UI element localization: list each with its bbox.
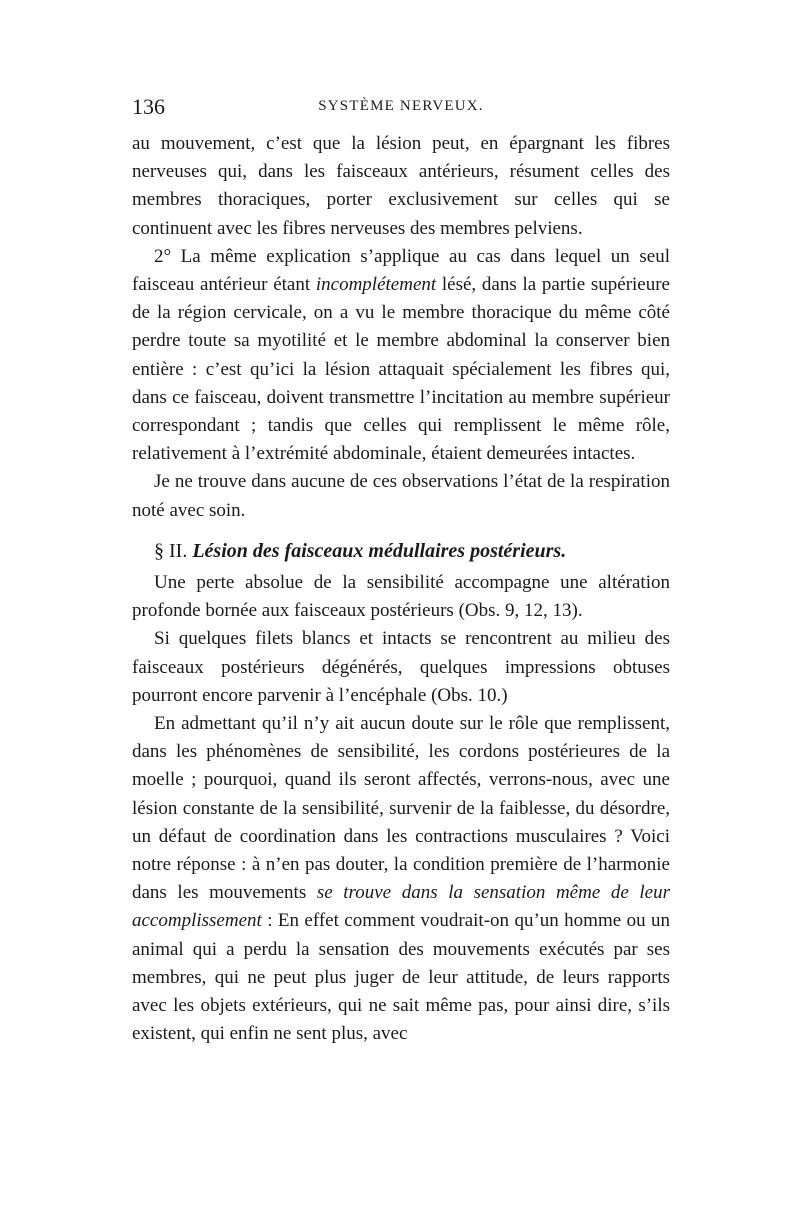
running-head: SYSTÈME NERVEUX. bbox=[318, 98, 484, 114]
text-run: Une perte absolue de la sensibilité accompagne une altération profonde bornée aux faisceaux postérieurs (Obs. 9, 12, 13). bbox=[132, 572, 670, 622]
body-text bbox=[132, 130, 670, 1049]
page-header bbox=[132, 94, 670, 124]
section-heading bbox=[132, 537, 670, 565]
page-number: 136 bbox=[132, 94, 165, 119]
text-run: Je ne trouve dans aucune de ces observations l’état de la respiration noté avec soin. bbox=[132, 471, 670, 521]
italic-text-run: incomplétement bbox=[315, 274, 437, 296]
paragraph bbox=[132, 468, 670, 524]
text-run: Si quelques filets blancs et intacts se rencontrent au milieu des faisceaux postérieurs dégénérés, quelques impressions obtuses pourront encore parvenir à l’encéphale (Obs. 10.) bbox=[132, 628, 670, 706]
paragraph bbox=[132, 243, 670, 469]
paragraph bbox=[132, 625, 670, 710]
section-number: § II. bbox=[154, 539, 188, 562]
text-run: 2° La même explication s’applique au cas dans lequel un seul faisceau antérieur étant bbox=[132, 245, 670, 296]
text-run: : En effet comment voudrait-on qu’un homme ou un animal qui a perdu la sensation des mouvements exécutés par ses membres, qui ne peut plus juger de leur attitude, de leurs rapports avec les objets extérieurs, qui ne sait même pas, pour ainsi dire, s’ils existent, qui enfin ne sent plus, avec bbox=[132, 910, 670, 1045]
section-title: Lésion des faisceaux médullaires postérieurs. bbox=[192, 539, 567, 562]
text-run: au mouvement, c’est que la lésion peut, en épargnant les fibres nerveuses qui, dans les faisceaux antérieurs, résument celles des membres thoraciques, porter exclusivement sur celles qui se continuent avec les fibres nerveuses des membres pelviens. bbox=[132, 133, 670, 239]
paragraph bbox=[132, 710, 670, 1048]
paragraph bbox=[132, 130, 670, 243]
text-run: En admettant qu’il n’y ait aucun doute sur le rôle que remplissent, dans les phénomènes de sensibilité, les cordons postérieures de la moelle ; pourquoi, quand ils seront affectés, verrons-nous, avec une lésion constante de la sensibilité, survenir de la faiblesse, du désordre, un défaut de coordination dans les contractions musculaires ? Voici notre réponse : à n’en pas douter, la condition première de l’harmonie dans les mouvements bbox=[132, 713, 670, 904]
paragraph bbox=[132, 569, 670, 625]
text-run: lésé, dans la partie supérieure de la région cervicale, on a vu le membre thoracique du même côté perdre toute sa myotilité et le membre abdominal la conserver bien entière : c’est qu’ici la lésion attaquait spécialement les fibres qui, dans ce faisceau, doivent transmettre l’incitation au membre supérieur correspondant ; tandis que celles qui remplissent le même rôle, relativement à l’extrémité abdominale, étaient demeurées intactes. bbox=[132, 274, 670, 465]
italic-text-run: se trouve dans la sensation même de leur accomplissement bbox=[132, 882, 671, 932]
